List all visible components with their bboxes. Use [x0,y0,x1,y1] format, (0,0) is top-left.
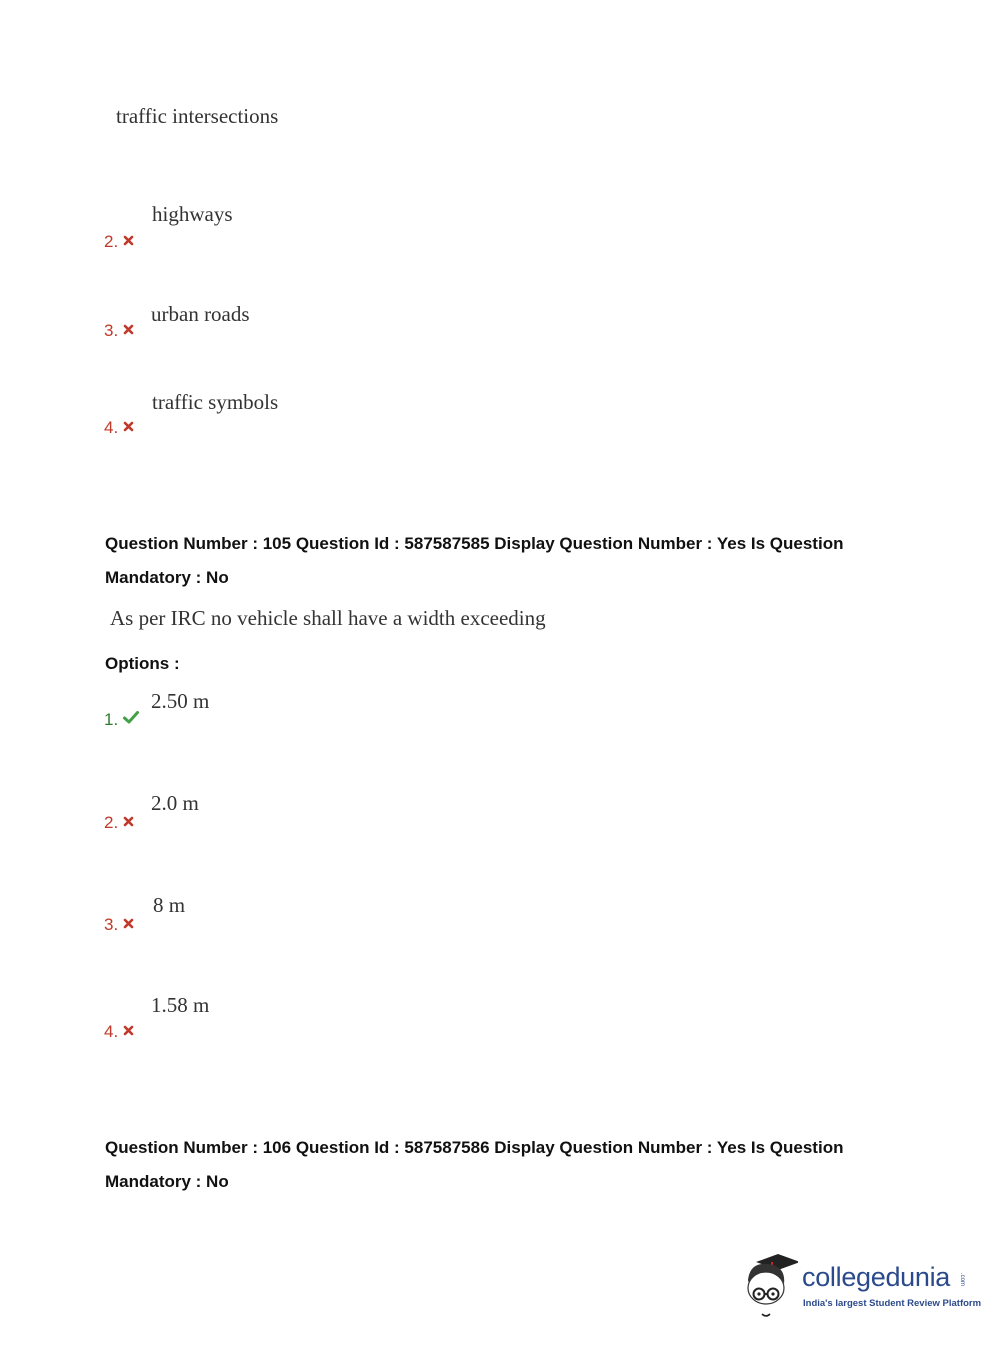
option-number: 1. [104,709,139,730]
options-label: Options : [105,654,180,673]
question-header: Question Number : 105 Question Id : 587587585 Display Question Number : Yes Is Question Mandatory : No [105,534,844,587]
cross-icon [123,914,134,934]
option-number: 2. [104,231,134,252]
option-text: 2.0 m [151,791,199,815]
logo-tagline: India's largest Student Review Platform [803,1298,982,1309]
option-number: 2. [104,812,134,833]
question-header: Question Number : 106 Question Id : 587587586 Display Question Number : Yes Is Question Mandatory : No [105,1138,844,1191]
cross-icon [123,231,134,251]
option-text: traffic intersections [116,104,279,128]
logo-name: collegedunia [802,1262,951,1292]
cross-icon [123,812,134,832]
option-text: urban roads [151,302,250,326]
cross-icon [123,1021,134,1041]
cross-icon [123,320,134,340]
check-icon [123,709,139,729]
option-text: 8 m [153,893,186,917]
logo-suffix: .com [959,1273,965,1287]
option-text: 1.58 m [151,993,210,1017]
logo-mascot-icon [742,1250,798,1320]
option-text: highways [152,202,233,226]
option-number: 4. [104,1021,134,1042]
cross-icon [123,417,134,437]
option-number: 3. [104,320,134,341]
option-text: 2.50 m [151,689,210,713]
option-text: traffic symbols [152,390,279,414]
option-number: 3. [104,914,134,935]
question-text: As per IRC no vehicle shall have a width exceeding [110,606,546,630]
option-number: 4. [104,417,134,438]
